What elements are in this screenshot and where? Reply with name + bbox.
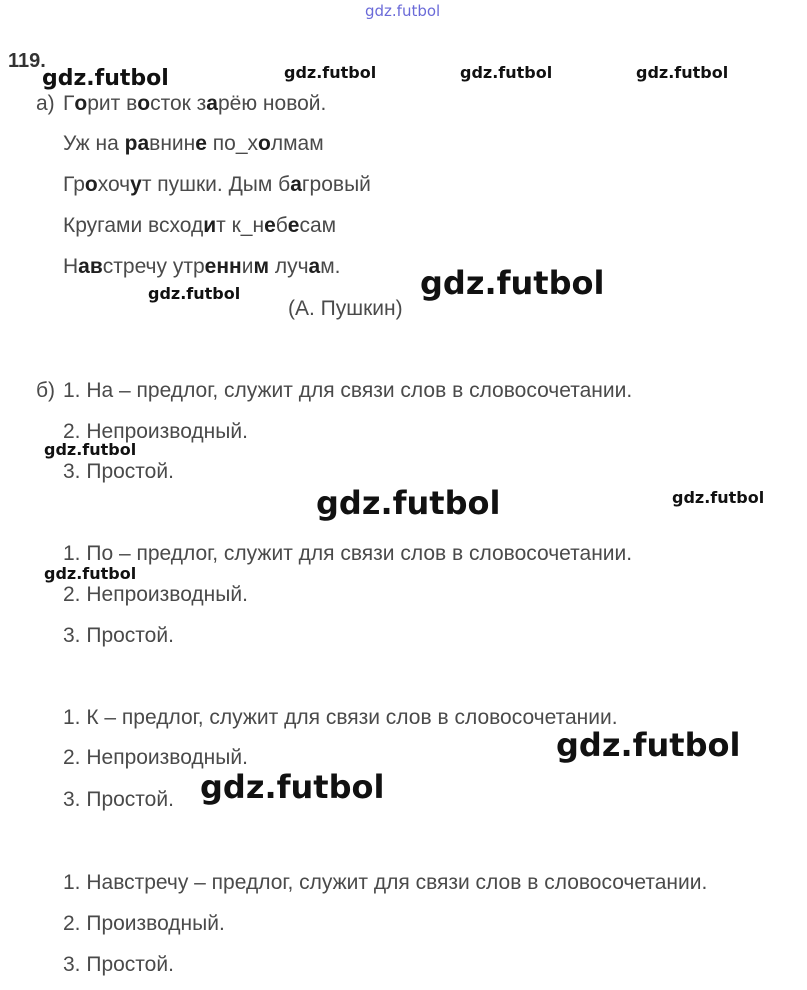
poem-text: т к_н bbox=[216, 214, 265, 237]
poem-text: сам bbox=[299, 214, 337, 237]
highlighted-letter: у bbox=[130, 173, 142, 196]
highlighted-letter: е bbox=[287, 214, 300, 237]
answer-line: 3. Простой. bbox=[63, 953, 174, 976]
answer-line: 1. На – предлог, служит для связи слов в словосочетании. bbox=[63, 379, 633, 402]
poem-text: гровый bbox=[301, 173, 371, 196]
poem-text: Г bbox=[63, 92, 75, 115]
answer-line: 3. Простой. bbox=[63, 624, 174, 647]
watermark-text: gdz.futbol bbox=[148, 284, 241, 303]
watermark-text: gdz.futbol bbox=[44, 564, 137, 583]
answer-line: 3. Простой. bbox=[63, 788, 174, 811]
poem-line bbox=[63, 255, 340, 279]
poem-author: (А. Пушкин) bbox=[288, 297, 403, 320]
highlighted-letter: м bbox=[253, 255, 269, 278]
poem-text: и bbox=[241, 255, 254, 278]
highlighted-letter: о bbox=[74, 92, 88, 115]
answer-line: 2. Непроизводный. bbox=[63, 420, 248, 443]
part-b-label: б) bbox=[36, 379, 56, 402]
watermark-text: gdz.futbol bbox=[556, 726, 741, 764]
watermark-text: gdz.futbol bbox=[420, 264, 605, 302]
part-a-label: а) bbox=[36, 92, 55, 115]
poem-line bbox=[63, 132, 324, 156]
answer-line: 2. Непроизводный. bbox=[63, 583, 248, 606]
watermark-text: gdz.futbol bbox=[316, 484, 501, 522]
watermark-text: gdz.futbol bbox=[672, 488, 765, 507]
poem-text: луч bbox=[268, 255, 309, 278]
poem-text: сток з bbox=[150, 92, 207, 115]
watermark-text: gdz.futbol bbox=[44, 440, 137, 459]
poem-text: внин bbox=[149, 132, 196, 155]
highlighted-letter: а bbox=[78, 255, 90, 278]
watermark-text: gdz.futbol bbox=[636, 63, 729, 82]
poem-line bbox=[63, 92, 326, 116]
answer-line: 2. Непроизводный. bbox=[63, 746, 248, 769]
answer-line: 1. Навстречу – предлог, служит для связи слов в словосочетании. bbox=[63, 871, 708, 894]
answer-line: 1. К – предлог, служит для связи слов в словосочетании. bbox=[63, 706, 618, 729]
poem-text: рёю новой. bbox=[217, 92, 327, 115]
highlighted-letter: а bbox=[206, 92, 218, 115]
highlighted-letter: е bbox=[264, 214, 276, 237]
highlighted-letter: е bbox=[195, 132, 207, 155]
poem-text: по_х bbox=[206, 132, 259, 155]
watermark-text: gdz.futbol bbox=[42, 66, 169, 91]
poem-text: Уж на bbox=[63, 132, 125, 155]
poem-line bbox=[63, 173, 371, 197]
poem-text: Гр bbox=[63, 173, 85, 196]
highlighted-letter: и bbox=[203, 214, 217, 237]
highlighted-letter: а bbox=[290, 173, 302, 196]
watermark-text: gdz.futbol bbox=[365, 2, 441, 20]
highlighted-letter: е bbox=[204, 255, 217, 278]
exercise-number: 119. bbox=[8, 50, 46, 72]
watermark-text: gdz.futbol bbox=[284, 63, 377, 82]
answer-line: 2. Производный. bbox=[63, 912, 225, 935]
poem-text: рит в bbox=[87, 92, 138, 115]
watermark-text: gdz.futbol bbox=[460, 63, 553, 82]
highlighted-letter: а bbox=[308, 255, 321, 278]
highlighted-letter: о bbox=[137, 92, 151, 115]
answer-line: 3. Простой. bbox=[63, 460, 174, 483]
highlighted-letter: о bbox=[84, 173, 98, 196]
poem-text: хоч bbox=[97, 173, 131, 196]
poem-text: м. bbox=[320, 255, 341, 278]
highlighted-letter: нн bbox=[216, 255, 242, 278]
poem-text: стречу утр bbox=[102, 255, 205, 278]
poem-line bbox=[63, 214, 336, 238]
highlighted-letter: в bbox=[89, 255, 103, 278]
answer-line: 1. По – предлог, служит для связи слов в словосочетании. bbox=[63, 542, 633, 565]
poem-text: т пушки. Дым б bbox=[141, 173, 291, 196]
highlighted-letter: о bbox=[258, 132, 271, 155]
poem-text: б bbox=[275, 214, 288, 237]
poem-text: лмам bbox=[270, 132, 324, 155]
poem-text: Кругами всход bbox=[63, 214, 204, 237]
highlighted-letter: ра bbox=[124, 132, 150, 155]
watermark-text: gdz.futbol bbox=[200, 768, 385, 806]
poem-text: Н bbox=[63, 255, 79, 278]
